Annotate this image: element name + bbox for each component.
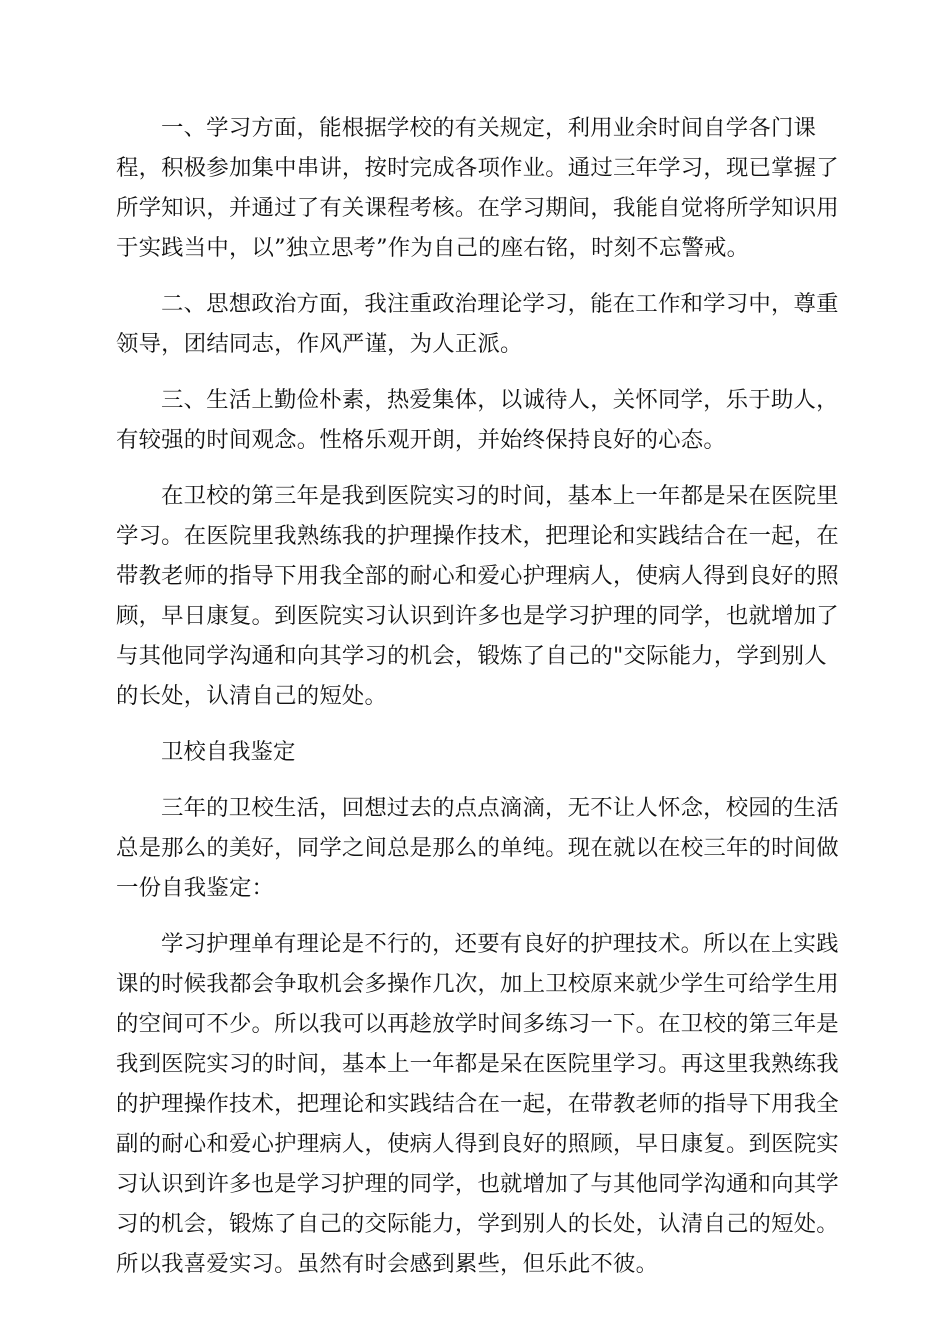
text-line: 的护理操作技术，把理论和实践结合在一起，在带教老师的指导下用我全	[116, 1091, 839, 1117]
section-heading: 卫校自我鉴定	[161, 739, 296, 765]
text-line: 课的时候我都会争取机会多操作几次，加上卫校原来就少学生可给学生用	[116, 971, 839, 997]
text-line: 习认识到许多也是学习护理的同学，也就增加了与其他同学沟通和向其学	[116, 1171, 839, 1197]
text-line: 顾，早日康复。到医院实习认识到许多也是学习护理的同学，也就增加了	[116, 603, 839, 629]
text-line: 所学知识，并通过了有关课程考核。在学习期间，我能自觉将所学知识用	[116, 195, 839, 221]
paragraph-politics	[116, 284, 839, 364]
text-line: 总是那么的美好，同学之间总是那么的单纯。现在就以在校三年的时间做	[116, 835, 839, 861]
text-line: 程，积极参加集中串讲，按时完成各项作业。通过三年学习，现已掌握了	[116, 155, 839, 181]
text-line: 在卫校的第三年是我到医院实习的时间，基本上一年都是呆在医院里	[161, 483, 839, 509]
text-line: 与其他同学沟通和向其学习的机会，锻炼了自己的"交际能力，学到别人	[116, 643, 827, 669]
text-line: 带教老师的指导下用我全部的耐心和爱心护理病人，使病人得到良好的照	[116, 563, 839, 589]
text-line: 二、思想政治方面，我注重政治理论学习，能在工作和学习中，尊重	[161, 291, 839, 317]
text-line: 学习护理单有理论是不行的，还要有良好的护理技术。所以在上实践	[161, 931, 839, 957]
paragraph-life	[116, 380, 839, 460]
text-line: 我到医院实习的时间，基本上一年都是呆在医院里学习。再这里我熟练我	[116, 1051, 839, 1077]
text-line: 有较强的时间观念。性格乐观开朗，并始终保持良好的心态。	[116, 427, 726, 453]
text-line: 一份自我鉴定：	[116, 875, 275, 901]
text-line: 一、学习方面，能根据学校的有关规定，利用业余时间自学各门课	[161, 115, 817, 141]
text-line: 于实践当中，以”独立思考”作为自己的座右铭，时刻不忘警戒。	[116, 235, 750, 261]
paragraph-nursing-skills	[116, 924, 839, 1284]
text-line: 三年的卫校生活，回想过去的点点滴滴，无不让人怀念，校园的生活	[161, 795, 839, 821]
text-line: 的空间可不少。所以我可以再趁放学时间多练习一下。在卫校的第三年是	[116, 1011, 839, 1037]
document-body	[116, 108, 839, 1300]
text-line: 领导，团结同志，作风严谨，为人正派。	[116, 331, 523, 357]
text-line: 三、生活上勤俭朴素，热爱集体，以诚待人，关怀同学，乐于助人，	[161, 387, 839, 413]
paragraph-internship	[116, 476, 839, 716]
text-line: 学习。在医院里我熟练我的护理操作技术，把理论和实践结合在一起，在	[116, 523, 839, 549]
text-line: 所以我喜爱实习。虽然有时会感到累些，但乐此不彼。	[116, 1251, 659, 1277]
text-line: 习的机会，锻炼了自己的交际能力，学到别人的长处，认清自己的短处。	[116, 1211, 839, 1237]
paragraph-study	[116, 108, 839, 268]
text-line: 的长处，认清自己的短处。	[116, 683, 388, 709]
text-line: 副的耐心和爱心护理病人，使病人得到良好的照顾，早日康复。到医院实	[116, 1131, 839, 1157]
paragraph-intro	[116, 788, 839, 908]
